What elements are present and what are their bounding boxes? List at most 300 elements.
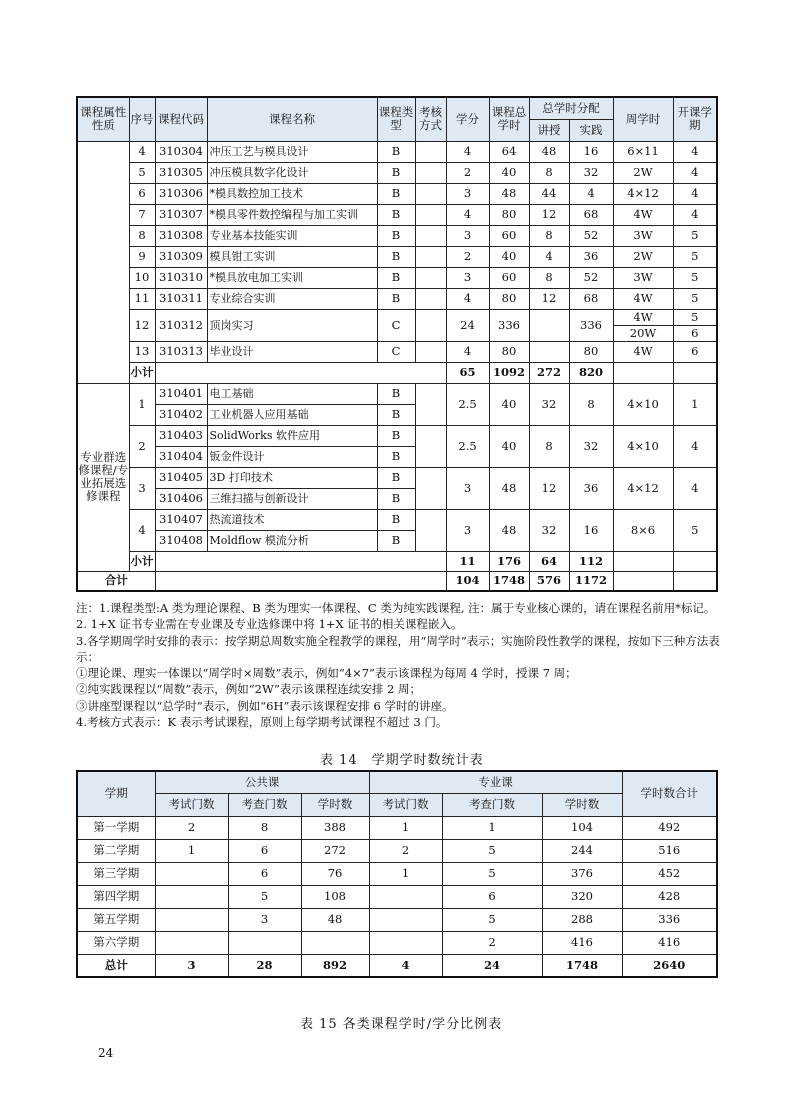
header-weekly: 周学时 bbox=[613, 97, 673, 141]
table-cell: C bbox=[377, 341, 415, 362]
table-cell: 5 bbox=[228, 885, 301, 908]
table-cell: 52 bbox=[569, 267, 613, 288]
table-cell: 516 bbox=[622, 839, 717, 862]
table-cell: 2.5 bbox=[446, 383, 489, 425]
table-cell: 48 bbox=[529, 141, 569, 162]
t14-header-exam: 考试门数 bbox=[369, 793, 442, 816]
table-cell: 1172 bbox=[569, 571, 613, 591]
table-cell: 76 bbox=[301, 862, 369, 885]
table-cell: B bbox=[377, 383, 415, 404]
table-row bbox=[77, 341, 717, 362]
table-row bbox=[77, 267, 717, 288]
term-hours-body bbox=[77, 816, 717, 977]
table-cell: 8 bbox=[569, 383, 613, 425]
table-cell: 60 bbox=[489, 267, 529, 288]
course-name: Moldflow 模流分析 bbox=[207, 530, 377, 551]
table-cell: 4 bbox=[446, 288, 489, 309]
table-cell: 68 bbox=[569, 288, 613, 309]
table-cell bbox=[415, 267, 446, 288]
table-cell: 310408 bbox=[155, 530, 207, 551]
table-cell: 310311 bbox=[155, 288, 207, 309]
page-number: 24 bbox=[98, 1046, 114, 1060]
table-cell: 4 bbox=[446, 141, 489, 162]
table-cell: 80 bbox=[489, 288, 529, 309]
table-cell: 2640 bbox=[622, 954, 717, 977]
table-cell: 60 bbox=[489, 225, 529, 246]
table-cell: 40 bbox=[489, 162, 529, 183]
table-cell: 80 bbox=[569, 341, 613, 362]
table-cell bbox=[369, 908, 442, 931]
table-cell: B bbox=[377, 467, 415, 488]
table-cell: 244 bbox=[542, 839, 622, 862]
note-line: 3.各学期周学时安排的表示：按学期总周数实施全程教学的课程，用“周学时”表示；实施阶段性教学的课程，按如下三种方法表示： bbox=[76, 633, 720, 664]
table-cell: 6 bbox=[673, 325, 717, 341]
table-cell: 310402 bbox=[155, 404, 207, 425]
table-cell: 65 bbox=[446, 362, 489, 383]
table-cell bbox=[415, 309, 446, 341]
table-cell bbox=[673, 362, 717, 383]
table-cell: 4×12 bbox=[613, 467, 673, 509]
table-cell: 1 bbox=[129, 383, 155, 425]
table-cell: 310404 bbox=[155, 446, 207, 467]
table-cell: 310306 bbox=[155, 183, 207, 204]
table-row bbox=[77, 309, 717, 325]
table-cell bbox=[673, 551, 717, 571]
table-cell: 3W bbox=[613, 267, 673, 288]
table-cell: 5 bbox=[673, 246, 717, 267]
table-cell: 310313 bbox=[155, 341, 207, 362]
table-cell: 288 bbox=[542, 908, 622, 931]
table-cell: 8 bbox=[228, 816, 301, 839]
table-cell bbox=[415, 183, 446, 204]
header-seq: 序号 bbox=[129, 97, 155, 141]
table-cell: 272 bbox=[529, 362, 569, 383]
table-cell: 3 bbox=[446, 183, 489, 204]
table-row bbox=[77, 225, 717, 246]
table-cell: 104 bbox=[542, 816, 622, 839]
course-name: *模具数控加工技术 bbox=[207, 183, 377, 204]
table-cell: 4 bbox=[673, 204, 717, 225]
table-cell: 64 bbox=[489, 141, 529, 162]
course-name: 工业机器人应用基础 bbox=[207, 404, 377, 425]
note-line: 注：1.课程类型:A 类为理论课程、B 类为理实一体课程、C 类为纯实践课程, 注：属于专业核心课的，请在课程名前用*标记。 bbox=[76, 601, 716, 615]
table-cell: B bbox=[377, 404, 415, 425]
table-cell: 452 bbox=[622, 862, 717, 885]
course-name: 冲压工艺与模具设计 bbox=[207, 141, 377, 162]
table-cell: 2 bbox=[446, 162, 489, 183]
course-name: *模具放电加工实训 bbox=[207, 267, 377, 288]
table-cell: 5 bbox=[442, 862, 542, 885]
group1-attr-cell bbox=[77, 141, 129, 383]
table-cell: 4×10 bbox=[613, 425, 673, 467]
table-row bbox=[77, 551, 717, 571]
course-name: 三维扫描与创新设计 bbox=[207, 488, 377, 509]
table-cell: 3 bbox=[129, 467, 155, 509]
header-name: 课程名称 bbox=[207, 97, 377, 141]
table-cell: B bbox=[377, 446, 415, 467]
table-cell: B bbox=[377, 183, 415, 204]
table-cell: 80 bbox=[489, 204, 529, 225]
table-cell bbox=[673, 571, 717, 591]
table-cell: 4 bbox=[673, 141, 717, 162]
table-cell: 1748 bbox=[489, 571, 529, 591]
table-cell: 4 bbox=[569, 183, 613, 204]
table-cell: 388 bbox=[301, 816, 369, 839]
course-table-header bbox=[77, 97, 717, 141]
t14-header-exam: 考试门数 bbox=[155, 793, 228, 816]
table-cell: 80 bbox=[489, 341, 529, 362]
table14-caption: 表 14 学期学时数统计表 bbox=[320, 753, 484, 768]
table-row bbox=[77, 141, 717, 162]
table-cell bbox=[155, 931, 228, 954]
table-cell: B bbox=[377, 204, 415, 225]
table-cell: 52 bbox=[569, 225, 613, 246]
subtotal-label: 小计 bbox=[129, 551, 155, 571]
table-cell: 310406 bbox=[155, 488, 207, 509]
table-cell: 16 bbox=[569, 141, 613, 162]
table-cell: 2 bbox=[446, 246, 489, 267]
table-cell: 16 bbox=[569, 509, 613, 551]
term-hours-table bbox=[76, 770, 718, 978]
table-cell: 48 bbox=[489, 509, 529, 551]
table-cell: 2W bbox=[613, 162, 673, 183]
course-name: 3D 打印技术 bbox=[207, 467, 377, 488]
table-cell: 12 bbox=[529, 204, 569, 225]
table-cell bbox=[155, 908, 228, 931]
table-cell: 108 bbox=[301, 885, 369, 908]
table-cell: 13 bbox=[129, 341, 155, 362]
table-cell bbox=[529, 309, 569, 341]
table-cell: 40 bbox=[489, 383, 529, 425]
table-cell: 2 bbox=[155, 816, 228, 839]
notes bbox=[76, 600, 721, 730]
table-cell: 416 bbox=[542, 931, 622, 954]
table-cell: 5 bbox=[673, 509, 717, 551]
table-cell: 320 bbox=[542, 885, 622, 908]
t14-header-public: 公共课 bbox=[155, 771, 369, 793]
table-cell: 6×11 bbox=[613, 141, 673, 162]
table-cell: 336 bbox=[622, 908, 717, 931]
t14-header-check: 考查门数 bbox=[442, 793, 542, 816]
table-cell: 8×6 bbox=[613, 509, 673, 551]
table-cell: 4 bbox=[673, 425, 717, 467]
table-cell: 4 bbox=[369, 954, 442, 977]
table-cell: 310312 bbox=[155, 309, 207, 341]
table-cell: 2W bbox=[613, 246, 673, 267]
table-cell bbox=[415, 204, 446, 225]
table-cell: 11 bbox=[129, 288, 155, 309]
table-row bbox=[77, 816, 717, 839]
table-cell: 4 bbox=[673, 162, 717, 183]
table-cell bbox=[415, 467, 446, 509]
table-cell: 1 bbox=[369, 862, 442, 885]
table-cell: 2.5 bbox=[446, 425, 489, 467]
table-cell: 第一学期 bbox=[77, 816, 155, 839]
table-cell: 3 bbox=[446, 225, 489, 246]
table-cell bbox=[155, 362, 446, 383]
table-cell: 5 bbox=[442, 839, 542, 862]
table-cell: 4 bbox=[529, 246, 569, 267]
table-cell bbox=[155, 551, 446, 571]
table-row bbox=[77, 362, 717, 383]
course-table bbox=[76, 96, 718, 592]
table-cell: 3 bbox=[446, 509, 489, 551]
course-name: 顶岗实习 bbox=[207, 309, 377, 341]
table-cell: 6 bbox=[673, 341, 717, 362]
table-cell: 24 bbox=[442, 954, 542, 977]
table-cell: 336 bbox=[569, 309, 613, 341]
table-cell: 3 bbox=[446, 467, 489, 509]
table-cell: C bbox=[377, 309, 415, 341]
table-cell: 28 bbox=[228, 954, 301, 977]
table-cell: 40 bbox=[489, 246, 529, 267]
table-cell: 310309 bbox=[155, 246, 207, 267]
table-cell: 6 bbox=[129, 183, 155, 204]
course-name: *模具零件数控编程与加工实训 bbox=[207, 204, 377, 225]
table-cell: 1748 bbox=[542, 954, 622, 977]
table15-caption: 表 15 各类课程学时/学分比例表 bbox=[300, 1017, 503, 1032]
table-row bbox=[77, 467, 717, 488]
table-cell: 7 bbox=[129, 204, 155, 225]
table-cell bbox=[415, 509, 446, 551]
table-cell: 36 bbox=[569, 467, 613, 509]
table-cell: 416 bbox=[622, 931, 717, 954]
t14-header-check: 考查门数 bbox=[228, 793, 301, 816]
header-type: 课程类型 bbox=[377, 97, 415, 141]
table-cell bbox=[415, 246, 446, 267]
table-cell bbox=[228, 931, 301, 954]
table-cell: 492 bbox=[622, 816, 717, 839]
table-cell: 2 bbox=[442, 931, 542, 954]
table-cell: B bbox=[377, 425, 415, 446]
table-cell bbox=[301, 931, 369, 954]
note-line: ②纯实践课程以“周数”表示，例如“2W”表示该课程连续安排 2 周； bbox=[76, 682, 421, 697]
table-cell: 20W bbox=[613, 325, 673, 341]
course-name: 电工基础 bbox=[207, 383, 377, 404]
table-cell: 12 bbox=[529, 288, 569, 309]
table-cell: B bbox=[377, 141, 415, 162]
table-cell bbox=[415, 225, 446, 246]
table-row bbox=[77, 509, 717, 530]
table-cell: 5 bbox=[129, 162, 155, 183]
table-cell: 32 bbox=[529, 383, 569, 425]
table-cell bbox=[415, 288, 446, 309]
table-cell: B bbox=[377, 530, 415, 551]
course-table-body bbox=[77, 141, 717, 591]
table-row bbox=[77, 571, 717, 591]
table-row bbox=[77, 839, 717, 862]
course-name: 专业综合实训 bbox=[207, 288, 377, 309]
table-row bbox=[77, 954, 717, 977]
table-cell bbox=[415, 425, 446, 467]
table-cell: 8 bbox=[529, 267, 569, 288]
table-cell: 第六学期 bbox=[77, 931, 155, 954]
table-row bbox=[77, 908, 717, 931]
t14-header-major: 专业课 bbox=[369, 771, 622, 793]
table-cell: B bbox=[377, 246, 415, 267]
note-line: 2. 1+X 证书专业需在专业课及专业选修课中将 1+X 证书的相关课程嵌入。 bbox=[76, 617, 463, 632]
table-cell: 9 bbox=[129, 246, 155, 267]
table-cell: 4×10 bbox=[613, 383, 673, 425]
table-cell: B bbox=[377, 288, 415, 309]
table-cell: 310304 bbox=[155, 141, 207, 162]
table-row bbox=[77, 885, 717, 908]
table-cell: 576 bbox=[529, 571, 569, 591]
table-cell: 310401 bbox=[155, 383, 207, 404]
table-cell bbox=[415, 141, 446, 162]
note-line: ③讲座型课程以“总学时”表示，例如“6H”表示该课程安排 6 学时的讲座。 bbox=[76, 698, 454, 713]
table-cell: 310407 bbox=[155, 509, 207, 530]
table-cell: B bbox=[377, 162, 415, 183]
t14-header-term: 学期 bbox=[77, 771, 155, 816]
table-cell: 24 bbox=[446, 309, 489, 341]
table-cell: 4W bbox=[613, 341, 673, 362]
table-cell: 892 bbox=[301, 954, 369, 977]
header-practice: 实践 bbox=[569, 119, 613, 141]
table-row bbox=[77, 288, 717, 309]
table-cell: 3 bbox=[228, 908, 301, 931]
table-cell: 176 bbox=[489, 551, 529, 571]
table-cell: 40 bbox=[489, 425, 529, 467]
table-row bbox=[77, 383, 717, 404]
table-cell: 5 bbox=[673, 225, 717, 246]
table-cell: 68 bbox=[569, 204, 613, 225]
table-cell: 4W bbox=[613, 309, 673, 325]
table-cell: 8 bbox=[529, 425, 569, 467]
table-cell: 48 bbox=[301, 908, 369, 931]
table-cell: 820 bbox=[569, 362, 613, 383]
table-row bbox=[77, 183, 717, 204]
table-cell: 1092 bbox=[489, 362, 529, 383]
total-label: 合计 bbox=[77, 571, 155, 591]
note-line: 4.考核方式表示：K 表示考试课程，原则上每学期考试课程不超过 3 门。 bbox=[76, 715, 448, 730]
header-exam: 考核方式 bbox=[415, 97, 446, 141]
table-cell: 12 bbox=[529, 467, 569, 509]
table-cell: 11 bbox=[446, 551, 489, 571]
table-row bbox=[77, 204, 717, 225]
table-cell: 5 bbox=[673, 267, 717, 288]
table-row bbox=[77, 862, 717, 885]
table-cell: B bbox=[377, 509, 415, 530]
table-cell: 6 bbox=[228, 862, 301, 885]
table-row bbox=[77, 931, 717, 954]
group2-attr-cell: 专业群选修课程/专业拓展选修课程 bbox=[77, 383, 129, 571]
table-row bbox=[77, 162, 717, 183]
note-line: ①理论课、理实一体课以“周学时×周数”表示，例如“4×7”表示该课程为每周 4 学时，授课 7 周； bbox=[76, 666, 577, 681]
table-cell: 4W bbox=[613, 288, 673, 309]
table-cell: 112 bbox=[569, 551, 613, 571]
table-cell bbox=[529, 341, 569, 362]
table-cell: 4W bbox=[613, 204, 673, 225]
table-row bbox=[77, 425, 717, 446]
t14-header-sum: 学时数合计 bbox=[622, 771, 717, 816]
table-cell: 5 bbox=[673, 309, 717, 325]
table-cell: 310403 bbox=[155, 425, 207, 446]
table-cell: 第四学期 bbox=[77, 885, 155, 908]
table-cell: 310308 bbox=[155, 225, 207, 246]
course-name: 热流道技术 bbox=[207, 509, 377, 530]
table-cell: 2 bbox=[369, 839, 442, 862]
subtotal-label: 小计 bbox=[129, 362, 155, 383]
table-cell: 64 bbox=[529, 551, 569, 571]
table-cell: 4 bbox=[129, 141, 155, 162]
table-cell bbox=[155, 885, 228, 908]
table-cell: 3 bbox=[155, 954, 228, 977]
table-cell: 32 bbox=[569, 162, 613, 183]
table-cell: 6 bbox=[228, 839, 301, 862]
table-cell: 104 bbox=[446, 571, 489, 591]
table-cell: B bbox=[377, 267, 415, 288]
table-cell: 4 bbox=[446, 341, 489, 362]
table-cell: 3 bbox=[446, 267, 489, 288]
table-cell: 第三学期 bbox=[77, 862, 155, 885]
table-cell: 4×12 bbox=[613, 183, 673, 204]
course-name: SolidWorks 软件应用 bbox=[207, 425, 377, 446]
table-cell: 8 bbox=[529, 225, 569, 246]
table-cell bbox=[415, 162, 446, 183]
table-cell: 6 bbox=[442, 885, 542, 908]
header-credit: 学分 bbox=[446, 97, 489, 141]
table-cell: 10 bbox=[129, 267, 155, 288]
table-cell: 5 bbox=[673, 288, 717, 309]
table-cell bbox=[613, 362, 673, 383]
table-cell: 2 bbox=[129, 425, 155, 467]
table-cell: B bbox=[377, 488, 415, 509]
table-cell bbox=[369, 931, 442, 954]
table-cell: 272 bbox=[301, 839, 369, 862]
table-cell: 32 bbox=[529, 509, 569, 551]
table-cell bbox=[613, 571, 673, 591]
table-cell: 8 bbox=[129, 225, 155, 246]
table-cell: 36 bbox=[569, 246, 613, 267]
t14-header-hours: 学时数 bbox=[301, 793, 369, 816]
table-cell: 4 bbox=[446, 204, 489, 225]
header-lecture: 讲授 bbox=[529, 119, 569, 141]
table-cell: 48 bbox=[489, 183, 529, 204]
table-cell: 310310 bbox=[155, 267, 207, 288]
header-total: 课程总学时 bbox=[489, 97, 529, 141]
table-cell: 第二学期 bbox=[77, 839, 155, 862]
table-cell: 376 bbox=[542, 862, 622, 885]
header-term: 开课学期 bbox=[673, 97, 717, 141]
table-cell: 12 bbox=[129, 309, 155, 341]
table-cell: 3W bbox=[613, 225, 673, 246]
course-name: 钣金件设计 bbox=[207, 446, 377, 467]
table-row bbox=[77, 246, 717, 267]
table-cell: 32 bbox=[569, 425, 613, 467]
table-cell: 1 bbox=[369, 816, 442, 839]
header-code: 课程代码 bbox=[155, 97, 207, 141]
table-cell: B bbox=[377, 225, 415, 246]
table-cell: 总计 bbox=[77, 954, 155, 977]
table-cell: 4 bbox=[129, 509, 155, 551]
header-dist: 总学时分配 bbox=[529, 97, 613, 119]
table-cell bbox=[415, 341, 446, 362]
table-cell: 1 bbox=[442, 816, 542, 839]
table-cell: 1 bbox=[673, 383, 717, 425]
table-cell: 4 bbox=[673, 467, 717, 509]
table-cell bbox=[415, 383, 446, 425]
table-cell: 310305 bbox=[155, 162, 207, 183]
table-cell: 428 bbox=[622, 885, 717, 908]
course-name: 冲压模具数字化设计 bbox=[207, 162, 377, 183]
table-cell: 1 bbox=[155, 839, 228, 862]
table-cell bbox=[155, 862, 228, 885]
table-cell: 48 bbox=[489, 467, 529, 509]
table-cell: 336 bbox=[489, 309, 529, 341]
course-name: 毕业设计 bbox=[207, 341, 377, 362]
t14-header-hours: 学时数 bbox=[542, 793, 622, 816]
